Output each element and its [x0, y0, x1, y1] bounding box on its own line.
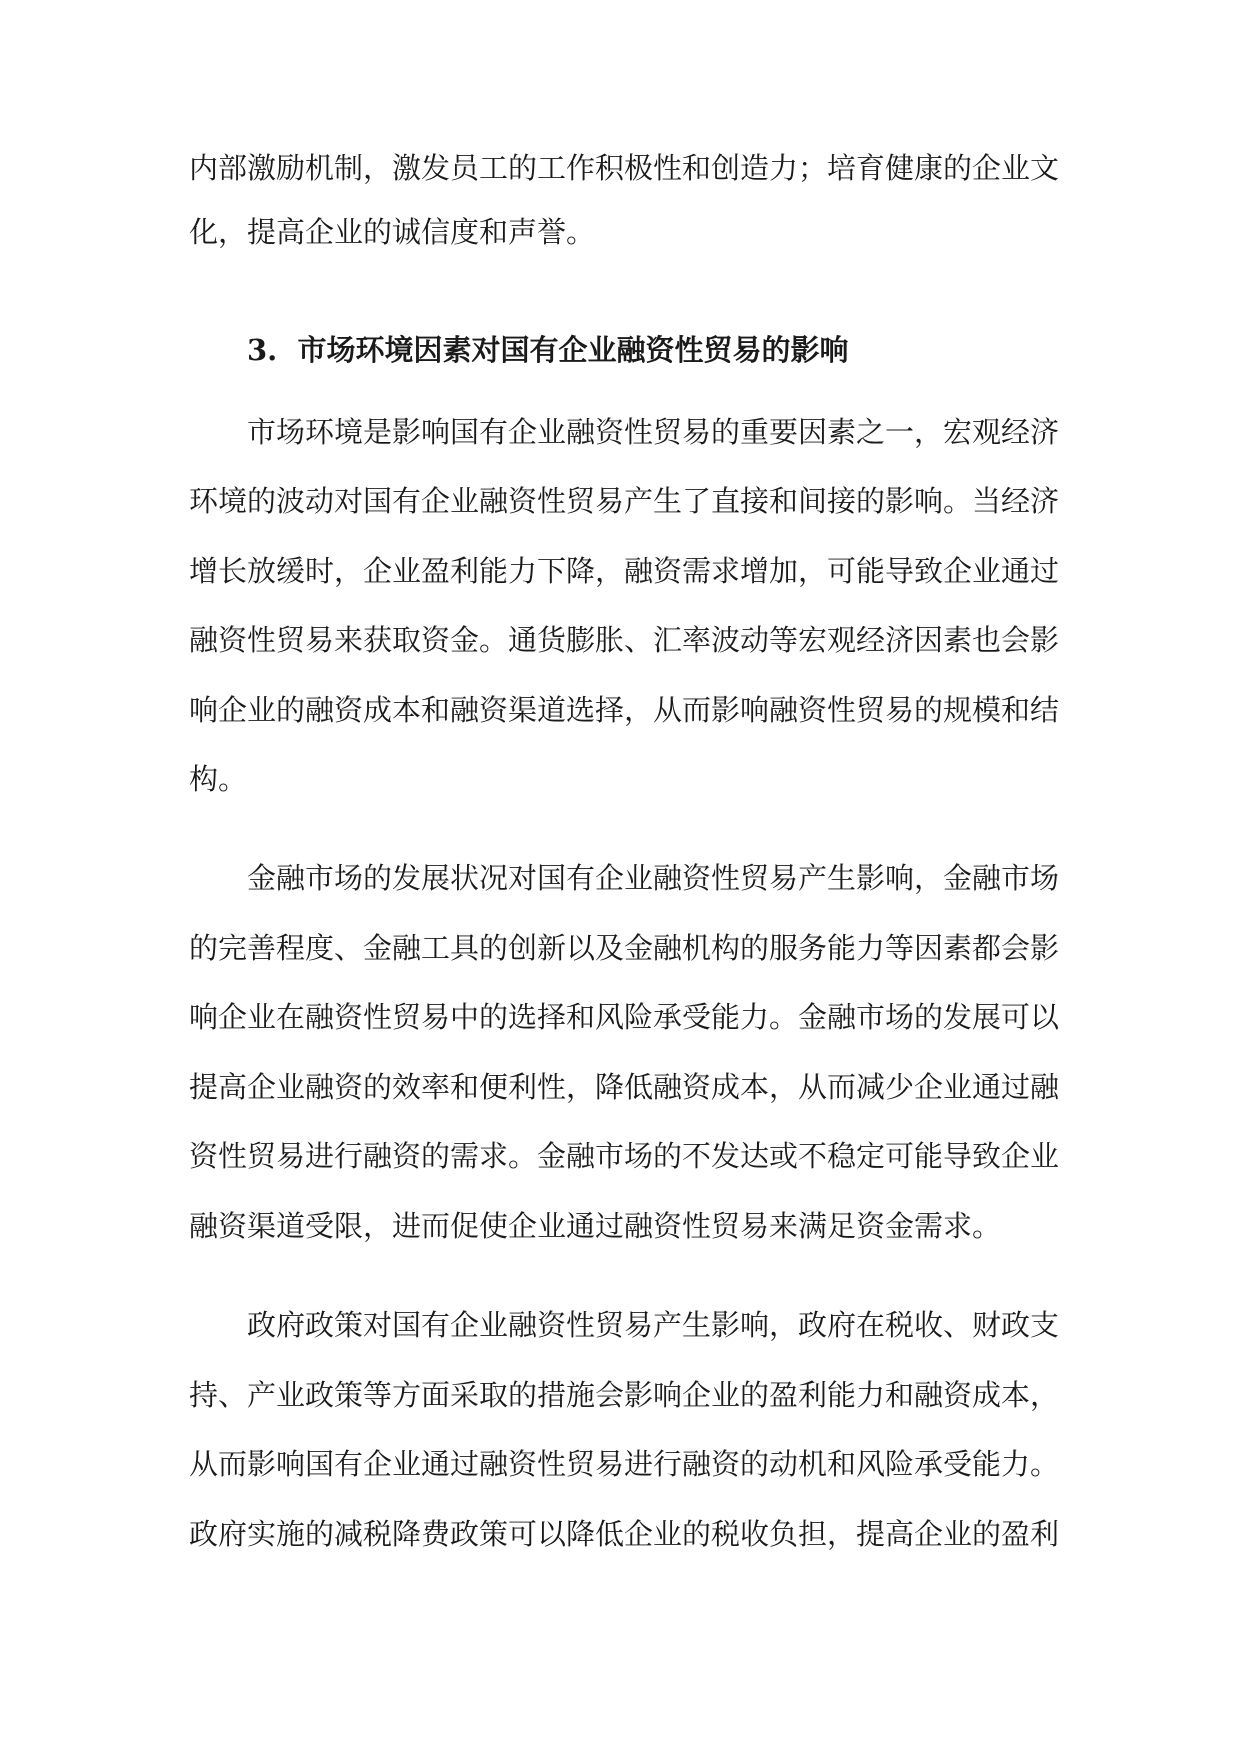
- section-heading: [247, 330, 849, 370]
- paragraph-line: 政府政策对国有企业融资性贸易产生影响，政府在税收、财政支: [247, 1308, 1060, 1342]
- paragraph-line: 响企业在融资性贸易中的选择和风险承受能力。金融市场的发展可以: [189, 1000, 1060, 1034]
- paragraph-line: 融资渠道受限，进而促使企业通过融资性贸易来满足资金需求。: [189, 1209, 1002, 1243]
- paragraph-line: 资性贸易进行融资的需求。金融市场的不发达或不稳定可能导致企业: [189, 1139, 1060, 1173]
- paragraph-line: 构。: [189, 762, 248, 796]
- paragraph-line: 金融市场的发展状况对国有企业融资性贸易产生影响，金融市场: [247, 861, 1060, 895]
- paragraph-line: 化，提高企业的诚信度和声誉。: [189, 215, 596, 249]
- paragraph-line: 提高企业融资的效率和便利性，降低融资成本，从而减少企业通过融: [189, 1070, 1060, 1104]
- section-title: 市场环境因素对国有企业融资性贸易的影响: [297, 333, 849, 367]
- paragraph-line: 从而影响国有企业通过融资性贸易进行融资的动机和风险承受能力。: [189, 1447, 1060, 1481]
- paragraph-line: 市场环境是影响国有企业融资性贸易的重要因素之一，宏观经济: [247, 415, 1060, 449]
- section-number: 3.: [247, 333, 278, 367]
- paragraph-line: 环境的波动对国有企业融资性贸易产生了直接和间接的影响。当经济: [189, 484, 1060, 518]
- paragraph-line: 融资性贸易来获取资金。通货膨胀、汇率波动等宏观经济因素也会影: [189, 623, 1060, 657]
- paragraph-line: 的完善程度、金融工具的创新以及金融机构的服务能力等因素都会影: [189, 931, 1060, 965]
- paragraph-line: 内部激励机制，激发员工的工作积极性和创造力；培育健康的企业文: [189, 151, 1060, 185]
- paragraph-line: 响企业的融资成本和融资渠道选择，从而影响融资性贸易的规模和结: [189, 693, 1060, 727]
- paragraph-line: 政府实施的减税降费政策可以降低企业的税收负担，提高企业的盈利: [189, 1517, 1060, 1551]
- paragraph-line: 增长放缓时，企业盈利能力下降，融资需求增加，可能导致企业通过: [189, 554, 1060, 588]
- paragraph-line: 持、产业政策等方面采取的措施会影响企业的盈利能力和融资成本，: [189, 1378, 1060, 1412]
